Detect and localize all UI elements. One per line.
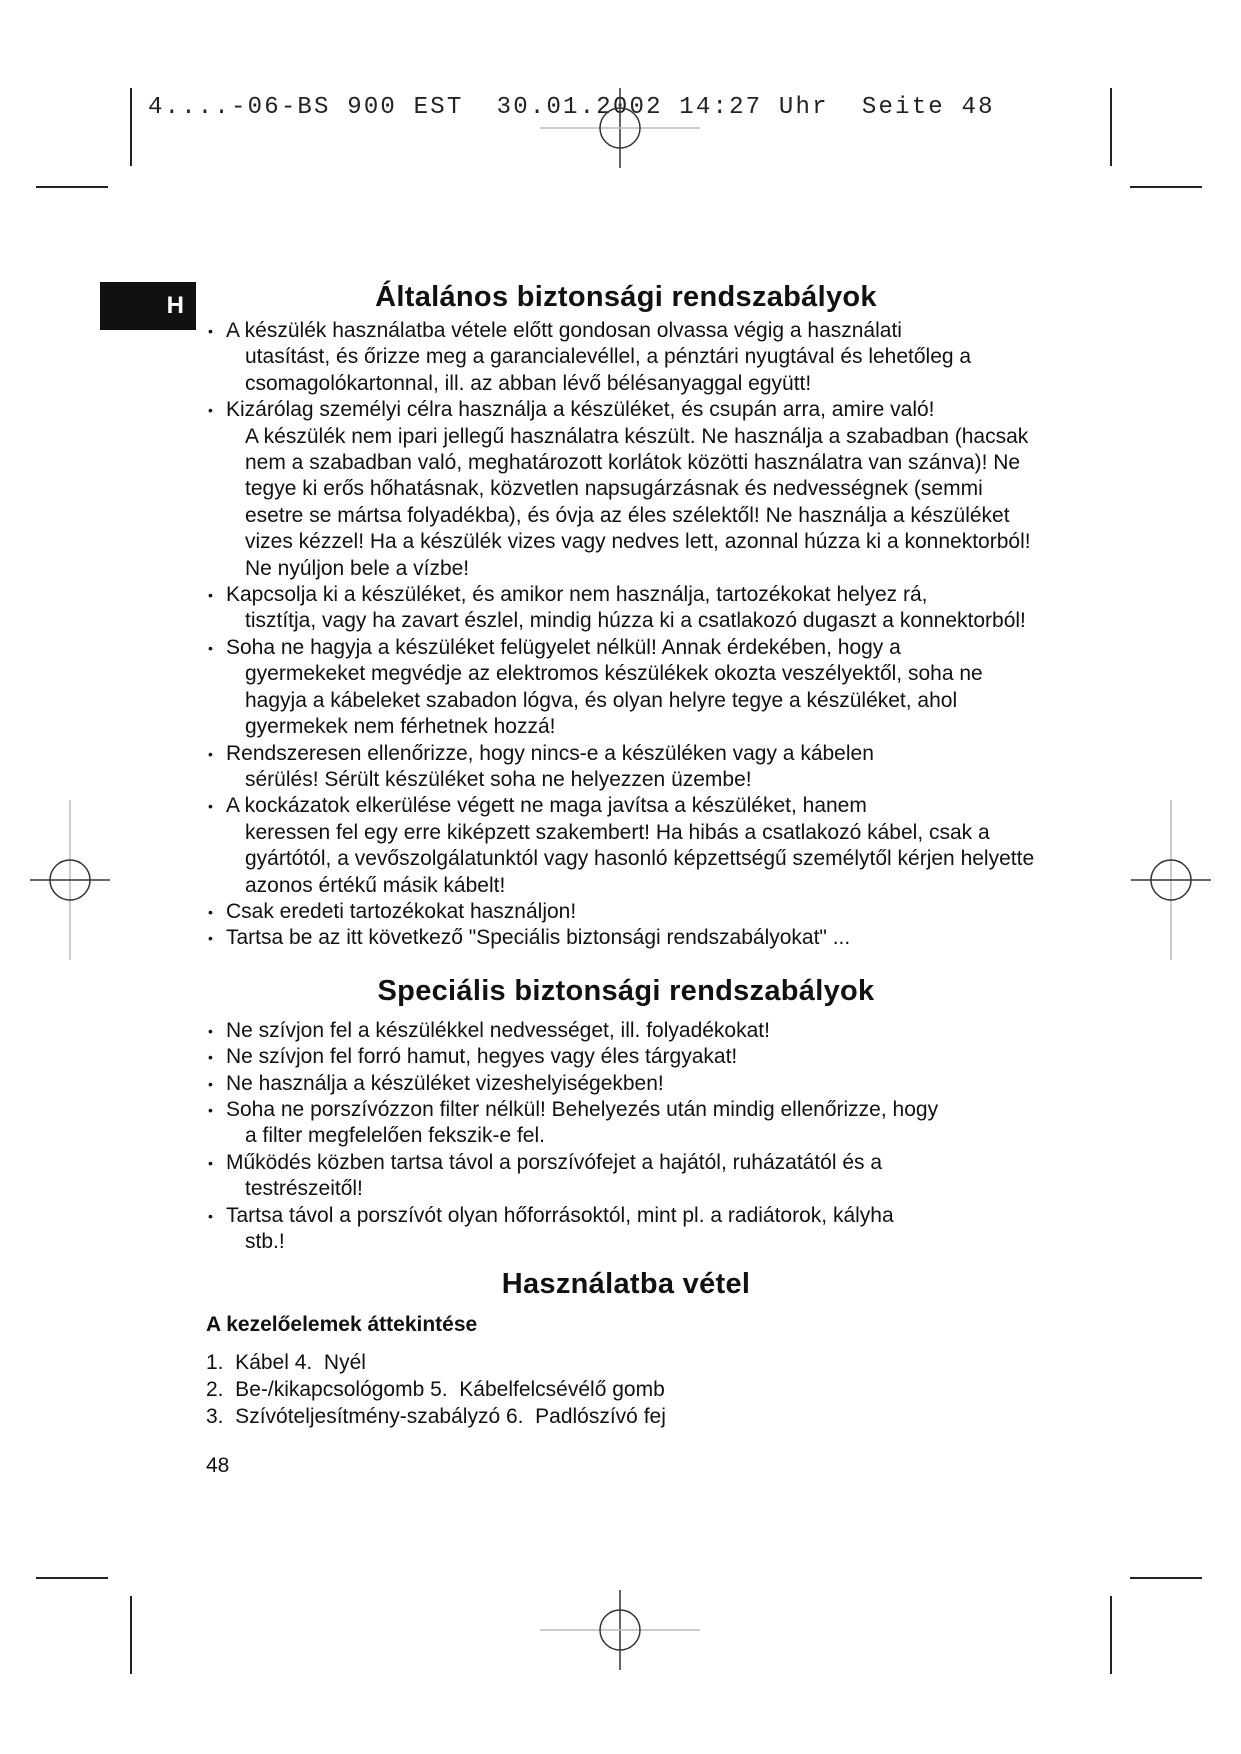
crop-mark: [1130, 1577, 1202, 1579]
crop-mark: [1130, 186, 1202, 188]
list-item: • Soha ne hagyja a készüléket felügyelet nélkül! Annak érdekében, hogy a gyermekeket megvédje az elektromos készülékek okozta veszélyektől, soha ne hagyja a kábeleket szabadon lógva, és olyan helyre tegye a készüléket, ahol gyermekek nem férhetnek hozzá!: [206, 635, 1046, 741]
list-item: 2. Be-/kikapcsológomb 5. Kábelfelcsévélő gomb: [206, 1378, 665, 1402]
section-title-usage: Használatba vétel: [501, 1268, 751, 1301]
list-item: • Kizárólag személyi célra használja a készüléket, és csupán arra, amire való! A készülék nem ipari jellegű használatra készült. Ne használja a szabadban (hacsak nem a szabadban való, meghatározott korlátok közötti használatra van szánva)! Ne tegye ki erős hőhatásnak, közvetlen napsugárzásnak és nedvességnek (semmi esetre se mártsa folyadékba), és óvja az éles szélektől! Ne használja a készüléket vizes kézzel! Ha a készülék vizes vagy nedves lett, azonnal húzza ki a konnektorból! Ne nyúljon bele a vízbe!: [206, 397, 1046, 582]
crop-mark: [130, 1596, 132, 1674]
section-title-general: Általános biztonsági rendszabályok: [375, 281, 877, 313]
list-item: • Soha ne porszívózzon filter nélkül! Behelyezés után mindig ellenőrizze, hogy a filter megfelelően fekszik-e fel.: [206, 1097, 1046, 1150]
crop-mark: [36, 1577, 108, 1579]
list-item: • Tartsa távol a porszívót olyan hőforrásoktól, mint pl. a radiátorok, kályha stb.!: [206, 1203, 1046, 1256]
page-content: [206, 276, 1046, 1478]
registration-mark-icon: [540, 1590, 700, 1670]
registration-mark-icon: [540, 88, 700, 168]
list-item: • Működés közben tartsa távol a porszívófejet a hajától, ruházatától és a testrészeitől!: [206, 1150, 1046, 1203]
general-safety-list: [206, 318, 1046, 952]
list-item: • A kockázatok elkerülése végett ne maga javítsa a készüléket, hanem keressen fel egy erre kiképzett szakembert! Ha hibás a csatlakozó kábel, csak a gyártótól, a vevőszolgálatunktól vagy hasonló képzettségű személytől kérjen helyette azonos értékű másik kábelt!: [206, 793, 1046, 899]
list-item: • Ne szívjon fel a készülékkel nedvességet, ill. folyadékokat!: [206, 1018, 1046, 1044]
registration-mark-icon: [30, 800, 110, 960]
special-safety-list: [206, 1018, 1046, 1256]
crop-mark: [1110, 1596, 1112, 1674]
list-item: • Rendszeresen ellenőrizze, hogy nincs-e a készüléken vagy a kábelen sérülés! Sérült készüléket soha ne helyezzen üzembe!: [206, 741, 1046, 794]
section-title-special: Speciális biztonsági rendszabályok: [377, 974, 875, 1007]
list-item: • Ne használja a készüléket vizeshelyiségekben!: [206, 1071, 1046, 1097]
list-item: • Csak eredeti tartozékokat használjon!: [206, 899, 1046, 925]
list-item: 3. Szívóteljesítmény-szabályzó 6. Padlószívó fej: [206, 1405, 666, 1429]
list-item: • Kapcsolja ki a készüléket, és amikor nem használja, tartozékokat helyez rá, tisztítja, vagy ha zavart észlel, mindig húzza ki a csatlakozó dugaszt a konnektorból!: [206, 582, 1046, 635]
crop-mark: [1110, 88, 1112, 166]
list-item: • A készülék használatba vétele előtt gondosan olvassa végig a használati utasítást, és őrizze meg a garancialevéllel, a pénztári nyugtával és lehetőleg a csomagolókartonnal, ill. az abban lévő bélésanyaggal együtt!: [206, 318, 1046, 397]
language-tab: H: [100, 282, 196, 330]
list-item: 1. Kábel 4. Nyél: [206, 1351, 366, 1375]
controls-overview-heading: A kezelőelemek áttekintése: [206, 1313, 478, 1337]
list-item: • Tartsa be az itt következő "Speciális biztonsági rendszabályokat" ...: [206, 925, 1046, 951]
crop-mark: [36, 186, 108, 188]
list-item: • Ne szívjon fel forró hamut, hegyes vagy éles tárgyakat!: [206, 1044, 1046, 1070]
crop-mark: [130, 88, 132, 166]
parts-list: [206, 1349, 1046, 1430]
registration-mark-icon: [1131, 800, 1211, 960]
page-number: 48: [206, 1454, 230, 1478]
print-slug: 4....-06-BS 900 EST 30.01.2002 14:27 Uhr Seite 48: [148, 94, 995, 121]
